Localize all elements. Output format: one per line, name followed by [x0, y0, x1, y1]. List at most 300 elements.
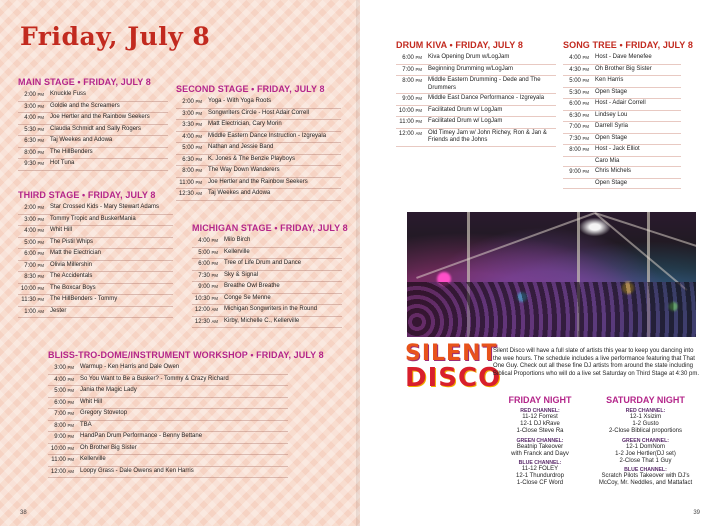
schedule-act: Taj Weekes and Adowa	[50, 137, 113, 143]
time-ampm: PM	[211, 238, 218, 243]
schedule-row	[48, 363, 288, 375]
time-ampm: PM	[415, 55, 422, 60]
schedule-act: The Way Down Wanderers	[208, 167, 280, 173]
schedule-act: Kellerville	[80, 456, 106, 462]
schedule-time	[563, 123, 595, 132]
schedule-time	[396, 130, 428, 145]
schedule-time	[48, 399, 80, 408]
schedule-time	[563, 89, 595, 98]
time-ampm: PM	[415, 96, 422, 101]
time-value: 7:30	[569, 135, 581, 142]
bliss-stage-schedule	[48, 350, 324, 478]
schedule-time	[176, 179, 208, 188]
schedule-act: Tree of Life Drum and Dance	[224, 260, 302, 266]
schedule-row	[18, 125, 168, 137]
schedule-time	[192, 272, 224, 281]
schedule-row	[192, 294, 342, 306]
time-value: 2:00	[24, 92, 36, 98]
time-ampm: AM	[195, 191, 202, 196]
time-value: 12:30	[178, 191, 194, 197]
time-value: 5:30	[24, 126, 36, 133]
schedule-time	[48, 364, 80, 373]
schedule-act: Joe Hertler and the Rainbow Seekers	[50, 114, 150, 120]
time-ampm: PM	[67, 376, 74, 382]
schedule-act: The HillBenders - Tommy	[50, 296, 118, 302]
schedule-time	[563, 77, 595, 86]
schedule-row	[396, 94, 556, 106]
schedule-time	[563, 66, 595, 75]
channel-line: 1-2 Joe Hertler(DJ set)	[615, 450, 676, 457]
time-ampm: PM	[67, 365, 74, 370]
schedule-row	[396, 129, 556, 147]
time-value: 11:30	[21, 297, 36, 303]
time-value: 9:00	[569, 169, 581, 175]
schedule-row	[18, 249, 173, 261]
schedule-row	[563, 99, 681, 111]
schedule-row	[48, 444, 288, 456]
time-value: 5:00	[569, 78, 581, 84]
schedule-act: The Boxcar Boys	[50, 284, 96, 291]
schedule-time	[48, 468, 80, 477]
schedule-time	[396, 66, 428, 75]
schedule-time	[176, 156, 208, 165]
time-value: 1:00	[24, 308, 36, 315]
schedule-row	[396, 76, 556, 94]
time-value: 8:00	[402, 78, 414, 84]
schedule-time	[48, 410, 80, 419]
schedule-row	[563, 53, 681, 65]
time-ampm: PM	[582, 169, 589, 174]
time-ampm: PM	[195, 110, 202, 116]
schedule-act: The Pistil Whips	[50, 238, 94, 245]
time-value: 3:00	[54, 365, 66, 371]
time-ampm: PM	[415, 78, 422, 83]
schedule-act: Middle Eastern Dance Instruction - Izgreyala	[208, 132, 327, 139]
time-ampm: PM	[37, 92, 44, 97]
time-value: 3:00	[24, 216, 36, 223]
schedule-time	[176, 110, 208, 119]
schedule-row	[48, 398, 288, 410]
schedule-act: Nathan and Jessie Band	[208, 144, 274, 150]
third-stage-schedule	[18, 190, 173, 318]
time-value: 10:00	[50, 445, 66, 452]
channel-line: McCoy, Mr. Neddles, and Mattafact	[598, 480, 693, 487]
schedule-row	[176, 109, 341, 121]
schedule-act: Loopy Grass - Dale Owens and Ken Harris	[80, 467, 194, 474]
schedule-time	[396, 95, 428, 104]
schedule-row	[176, 143, 341, 155]
channel-line: 12-1 Thundurdrop	[516, 473, 564, 480]
schedule-time	[192, 295, 224, 304]
schedule-row	[18, 238, 173, 250]
time-value: 12:30	[194, 318, 210, 325]
schedule-act: Host - Dave Menefee	[595, 54, 652, 60]
time-value: 7:30	[198, 272, 210, 279]
time-ampm: PM	[37, 228, 44, 233]
schedule-act: Conge Se Menne	[224, 294, 271, 301]
schedule-act: Open Stage	[595, 179, 628, 186]
schedule-time	[563, 158, 595, 166]
time-ampm: PM	[582, 78, 589, 83]
schedule-heading: SONG TREE • FRIDAY, JULY 8	[563, 40, 693, 50]
schedule-act: Goldie and the Screamers	[50, 102, 120, 109]
schedule-act: Yoga - With Yoga Roots	[208, 98, 272, 104]
night-heading: FRIDAY NIGHT	[508, 395, 572, 405]
time-value: 9:00	[402, 96, 414, 102]
schedule-act: Whit Hill	[80, 398, 102, 405]
time-ampm: PM	[37, 138, 44, 143]
time-ampm: PM	[582, 124, 589, 129]
schedule-act: Open Stage	[595, 134, 628, 141]
time-ampm: PM	[37, 239, 44, 245]
time-ampm: PM	[37, 216, 44, 222]
time-value: 4:00	[54, 376, 66, 383]
schedule-row	[18, 203, 173, 215]
schedule-row	[18, 272, 173, 284]
time-ampm: PM	[37, 297, 44, 302]
time-ampm: PM	[195, 179, 202, 185]
channel-name: RED CHANNEL:	[625, 408, 666, 414]
time-value: 11:00	[51, 457, 66, 463]
schedule-act: Gregory Stovetop	[80, 410, 128, 416]
schedule-act: Milo Birch	[224, 237, 251, 243]
time-ampm: PM	[211, 284, 218, 289]
schedule-time	[176, 144, 208, 153]
time-ampm: AM	[211, 318, 218, 324]
schedule-row	[192, 271, 342, 283]
schedule-row	[563, 157, 681, 168]
time-value: 4:00	[24, 115, 36, 121]
schedule-act: Lindsey Lou	[595, 111, 628, 118]
time-value: 7:00	[54, 411, 66, 417]
main-stage-schedule	[18, 77, 168, 171]
time-ampm: PM	[582, 101, 589, 106]
schedule-act: Tommy Tropic and BuskerMania	[50, 215, 136, 222]
time-ampm: PM	[582, 135, 589, 141]
schedule-row	[18, 215, 173, 227]
time-ampm: PM	[37, 149, 44, 155]
channel-name: BLUE CHANNEL:	[518, 460, 562, 467]
time-ampm: PM	[37, 161, 44, 166]
silent-disco-description: Silent Disco will have a full slate of artists this year to keep you dancing into the wee hours. The schedule includes a live performance featuring that That One Guy. Check out all these fine DJ artists from around the state including Biblical Proportions who will do a live set Saturday on Third Stage at 4:30 pm.	[493, 348, 699, 377]
schedule-heading: MICHIGAN STAGE • FRIDAY, JULY 8	[192, 223, 348, 233]
friday-night-lineup	[490, 395, 590, 488]
time-value: 6:00	[198, 261, 210, 267]
schedule-time	[18, 250, 50, 259]
time-ampm: PM	[67, 422, 74, 428]
time-ampm: PM	[195, 99, 202, 104]
schedule-time	[48, 445, 80, 454]
schedule-time	[176, 98, 208, 107]
schedule-time	[18, 204, 50, 213]
time-ampm: PM	[582, 55, 589, 60]
channel-line: 12-1 Xsizim	[629, 414, 662, 420]
time-value: 11:00	[179, 179, 194, 186]
schedule-row	[396, 53, 556, 65]
schedule-row	[192, 282, 342, 294]
schedule-act: Jania the Magic Lady	[80, 387, 137, 393]
time-value: 6:30	[182, 156, 194, 163]
schedule-act: Joe Hertler and the Rainbow Seekers	[208, 178, 308, 185]
schedule-row	[192, 248, 342, 260]
time-value: 10:00	[20, 285, 36, 292]
time-ampm: AM	[415, 130, 422, 136]
schedule-row	[18, 284, 173, 296]
schedule-heading: MAIN STAGE • FRIDAY, JULY 8	[18, 77, 151, 87]
schedule-time	[48, 422, 80, 431]
schedule-time	[18, 262, 50, 271]
schedule-time	[18, 149, 50, 158]
schedule-row	[48, 409, 288, 421]
schedule-act: Ken Harris	[595, 77, 624, 83]
schedule-row	[396, 117, 556, 129]
time-value: 4:00	[182, 133, 194, 140]
schedule-act: Knuckle Fuss	[50, 91, 87, 97]
schedule-act: Beginning Drumming w/LogJam	[428, 65, 514, 72]
time-ampm: PM	[37, 262, 44, 268]
time-ampm: PM	[582, 112, 589, 118]
schedule-row	[48, 467, 288, 479]
time-ampm: PM	[37, 115, 44, 120]
schedule-act: Oh Brother Big Sister	[80, 444, 137, 451]
schedule-row	[18, 295, 173, 307]
time-ampm: PM	[211, 261, 218, 266]
schedule-time	[396, 107, 428, 116]
time-ampm: PM	[195, 133, 202, 139]
schedule-row	[176, 189, 341, 201]
time-value: 5:30	[569, 89, 581, 96]
time-value: 11:00	[399, 119, 414, 125]
time-ampm: PM	[67, 434, 74, 439]
schedule-time	[48, 456, 80, 465]
silent-disco-logo	[405, 341, 502, 398]
schedule-time	[48, 387, 80, 396]
time-ampm: PM	[415, 119, 422, 124]
second-stage-schedule	[176, 84, 341, 201]
schedule-act: Songwriters Circle - Host Adair Correll	[208, 109, 310, 116]
time-value: 12:00	[194, 307, 210, 313]
time-value: 12:00	[50, 468, 66, 475]
schedule-row	[396, 65, 556, 77]
time-ampm: PM	[211, 249, 218, 255]
time-ampm: PM	[37, 126, 44, 132]
schedule-time	[192, 260, 224, 269]
schedule-row	[176, 132, 341, 144]
schedule-time	[18, 296, 50, 305]
time-value: 8:30	[24, 274, 36, 280]
schedule-row	[563, 145, 681, 157]
time-ampm: PM	[211, 272, 218, 278]
schedule-time	[18, 114, 50, 123]
schedule-act: TBA	[80, 421, 92, 428]
schedule-act: Host - Jack Elliot	[595, 146, 640, 152]
schedule-row	[18, 136, 168, 148]
schedule-time	[176, 167, 208, 176]
schedule-heading: THIRD STAGE • FRIDAY, JULY 8	[18, 190, 156, 200]
schedule-time	[18, 103, 50, 112]
time-value: 6:00	[54, 399, 66, 406]
time-value: 10:30	[194, 295, 210, 302]
schedule-act: Whit Hill	[50, 227, 72, 233]
channel-name: BLUE CHANNEL:	[624, 467, 667, 474]
schedule-act: Hot Tuna	[50, 160, 75, 166]
schedule-act: So You Want to Be a Busker? - Tommy & Crazy Richard	[80, 375, 229, 382]
schedule-time	[176, 133, 208, 142]
schedule-time	[18, 160, 50, 169]
schedule-act: Chris Michels	[595, 168, 632, 174]
time-ampm: AM	[37, 308, 44, 314]
channel-line: 2-Close That 1 Guy	[619, 458, 672, 465]
time-ampm: PM	[37, 103, 44, 109]
schedule-act: Oh Brother Big Sister	[595, 65, 652, 72]
channel-line: 1-Close Steve Ra	[516, 428, 564, 435]
schedule-time	[18, 239, 50, 248]
time-value: 4:30	[569, 66, 581, 73]
schedule-row	[18, 113, 168, 125]
channel-line: Scratch Pilots Takeover with DJ's	[601, 473, 690, 480]
channel-line: 1-2 Gusto	[632, 421, 659, 428]
time-value: 7:00	[569, 124, 581, 130]
time-value: 3:30	[182, 122, 194, 128]
schedule-time	[563, 100, 595, 109]
time-ampm: PM	[67, 411, 74, 416]
schedule-row	[48, 386, 288, 398]
schedule-row	[176, 97, 341, 109]
schedule-act: Star Crossed Kids - Mary Stewart Adams	[50, 204, 160, 210]
schedule-row	[18, 226, 173, 238]
time-value: 7:00	[24, 262, 36, 269]
silent-disco-logo-word-1: SILENT	[405, 341, 498, 366]
schedule-act: HandPan Drum Performance - Benny Bettane	[80, 433, 203, 439]
schedule-act: K. Jones & The Benzie Playboys	[208, 155, 295, 162]
silent-disco-photo	[407, 212, 696, 337]
schedule-act: Taj Weekes and Adowa	[208, 190, 271, 196]
schedule-time	[18, 308, 50, 317]
schedule-row	[563, 179, 681, 190]
schedule-row	[563, 122, 681, 134]
schedule-act: Michigan Songwriters in the Round	[224, 306, 318, 312]
schedule-act: Matt Electrician, Cary Morin	[208, 121, 282, 127]
time-ampm: PM	[195, 168, 202, 173]
channel-line: Beatnip Takeover	[516, 443, 564, 450]
night-heading: SATURDAY NIGHT	[606, 395, 685, 405]
time-value: 6:00	[24, 251, 36, 257]
channel-line: 11-12 FOLEY	[521, 466, 559, 473]
schedule-row	[18, 159, 168, 171]
page-number-left: 38	[20, 510, 27, 516]
schedule-act: Sky & Signal	[224, 271, 259, 278]
schedule-act: Matt the Electrician	[50, 250, 102, 256]
time-value: 3:00	[24, 103, 36, 110]
time-value: 8:00	[182, 168, 194, 174]
channel-line: 1-Close CF Word	[516, 480, 564, 487]
schedule-time	[18, 227, 50, 236]
time-value: 8:00	[24, 149, 36, 156]
schedule-act: Kellerville	[224, 248, 250, 255]
schedule-time	[563, 168, 595, 177]
schedule-row	[192, 259, 342, 271]
time-value: 2:00	[182, 99, 194, 105]
schedule-act: Facilitated Drum w/ LogJam	[428, 106, 503, 113]
schedule-act: The HillBenders	[50, 148, 93, 155]
schedule-row	[176, 178, 341, 190]
time-ampm: PM	[67, 457, 74, 462]
schedule-heading: DRUM KIVA • FRIDAY, JULY 8	[396, 40, 523, 50]
time-ampm: AM	[211, 307, 218, 312]
time-ampm: AM	[67, 468, 74, 474]
schedule-row	[18, 90, 168, 102]
channel-line: 12-1 DomNom	[625, 443, 665, 450]
drum-kiva-schedule	[396, 40, 556, 147]
time-value: 6:00	[402, 55, 414, 61]
saturday-night-lineup	[588, 395, 703, 488]
time-value: 2:00	[24, 205, 36, 211]
page-title: Friday, July 8	[20, 22, 211, 51]
time-value: 4:00	[569, 55, 581, 61]
time-ampm: PM	[37, 251, 44, 256]
channel-line: with Franck and Dayv	[511, 450, 569, 457]
silent-disco-logo-word-2: DISCO	[405, 363, 502, 393]
schedule-time	[192, 306, 224, 315]
schedule-time	[18, 126, 50, 135]
schedule-row	[563, 134, 681, 146]
schedule-row	[192, 236, 342, 248]
time-value: 5:00	[54, 388, 66, 394]
time-value: 5:00	[24, 239, 36, 246]
time-ampm: PM	[582, 89, 589, 95]
schedule-row	[48, 375, 288, 387]
time-ampm: PM	[37, 274, 44, 279]
channel-line: 2-Close Biblical proportions	[608, 428, 683, 435]
schedule-row	[176, 120, 341, 132]
schedule-time	[48, 376, 80, 385]
time-value: 4:00	[24, 228, 36, 234]
schedule-act: Kirby, Michelle C., Kellerville	[224, 317, 300, 324]
schedule-row	[563, 111, 681, 123]
time-ampm: PM	[67, 445, 74, 451]
schedule-heading: BLISS-TRO-DOME/INSTRUMENT WORKSHOP • FRIDAY, JULY 8	[48, 350, 324, 360]
schedule-time	[563, 112, 595, 121]
channel-name: RED CHANNEL:	[520, 408, 560, 414]
schedule-row	[176, 155, 341, 167]
schedule-act: Breathe Owl Breathe	[224, 283, 280, 289]
time-value: 7:00	[402, 66, 414, 73]
schedule-act: Open Stage	[595, 88, 628, 95]
schedule-time	[176, 121, 208, 130]
right-page	[360, 0, 720, 526]
schedule-row	[563, 167, 681, 179]
schedule-time	[18, 137, 50, 146]
page-number-right: 39	[693, 510, 700, 516]
channel-name: GREEN CHANNEL:	[516, 437, 564, 444]
schedule-time	[176, 190, 208, 199]
time-ampm: PM	[195, 122, 202, 127]
song-tree-schedule	[563, 40, 693, 189]
schedule-act: Darrell Syria	[595, 123, 629, 129]
channel-line: 12-1 DJ kRave	[520, 421, 560, 428]
schedule-act: Olivia Millershin	[50, 261, 93, 268]
time-value: 9:00	[54, 434, 66, 440]
time-ampm: PM	[582, 147, 589, 152]
time-ampm: PM	[415, 107, 422, 113]
time-value: 6:00	[569, 101, 581, 107]
time-value: 3:00	[182, 110, 194, 117]
time-value: 5:00	[198, 249, 210, 256]
schedule-row	[192, 317, 342, 329]
time-value: 5:00	[182, 145, 194, 151]
schedule-act: Facilitated Drum w/ LogJam	[428, 118, 503, 124]
schedule-act: Caro Mia	[595, 157, 620, 164]
